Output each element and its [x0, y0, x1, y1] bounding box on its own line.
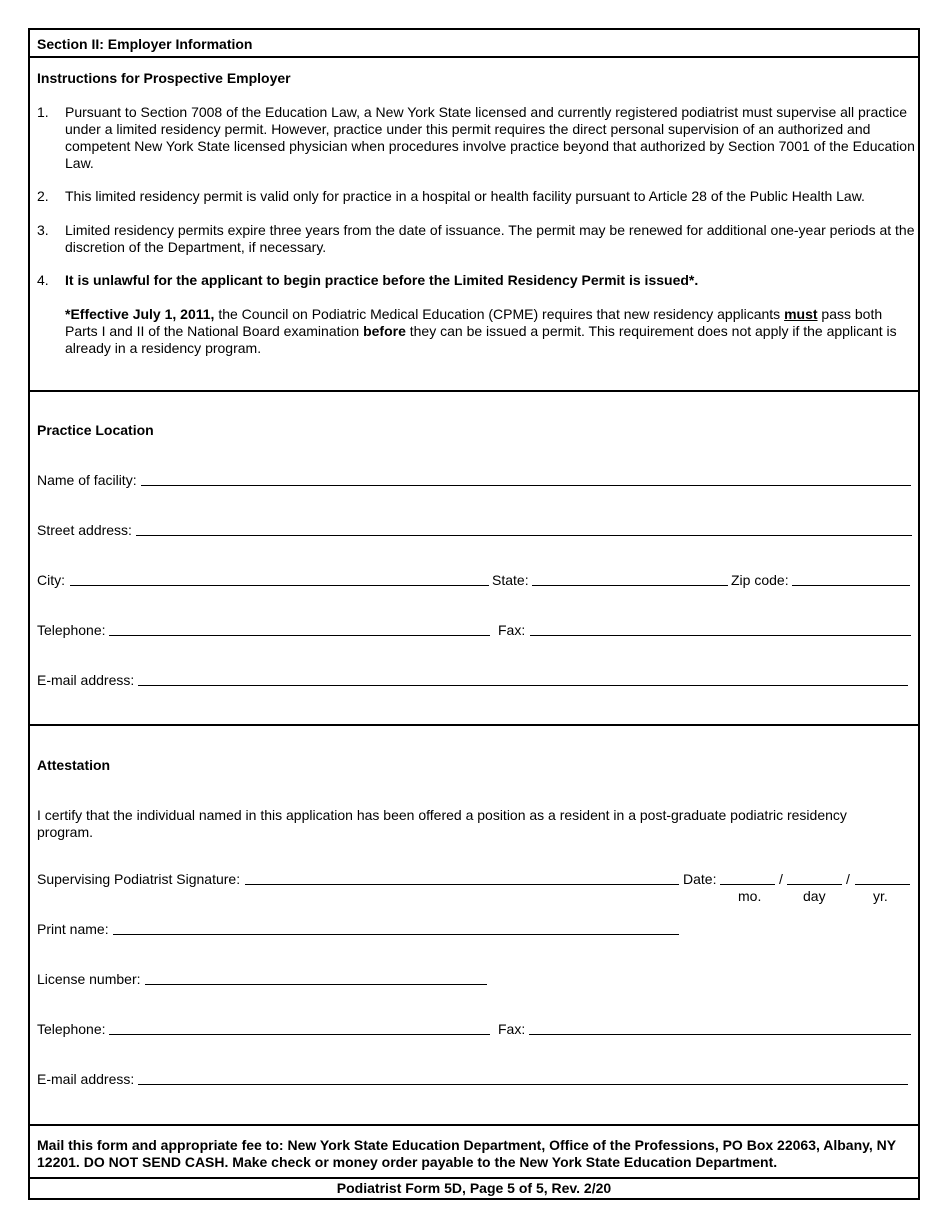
email-field[interactable]: [138, 685, 908, 686]
zip-label: Zip code:: [731, 572, 789, 588]
instruction-item-warning: It is unlawful for the applicant to begin practice before the Limited Residency Permit is issued*.: [65, 272, 699, 288]
fax-label: Fax:: [498, 622, 526, 638]
date-month-caption: mo.: [738, 888, 762, 904]
date-separator: /: [779, 871, 783, 887]
form-footer: Podiatrist Form 5D, Page 5 of 5, Rev. 2/20: [336, 1180, 612, 1196]
instruction-item: Limited residency permits expire three years from the date of issuance. The permit may be renewed for additional one-year periods at the discretion of the Department, if necessary.: [65, 222, 915, 255]
instruction-number: 2.: [37, 188, 49, 204]
attest-fax-label: Fax:: [498, 1021, 526, 1037]
facility-label: Name of facility:: [37, 472, 137, 488]
instruction-item: This limited residency permit is valid only for practice in a hospital or health facility pursuant to Article 28 of the Public Health Law.: [65, 188, 865, 204]
attest-telephone-label: Telephone:: [37, 1021, 106, 1037]
state-label: State:: [492, 572, 529, 588]
attestation-statement: I certify that the individual named in this application has been offered a position as a resident in a post-graduate podiatric residency program.: [37, 807, 847, 840]
attest-email-label: E-mail address:: [37, 1071, 135, 1087]
date-year-field[interactable]: [855, 884, 910, 885]
signature-label: Supervising Podiatrist Signature:: [37, 871, 241, 887]
email-label: E-mail address:: [37, 672, 135, 688]
telephone-field[interactable]: [109, 635, 490, 636]
note-before: before: [363, 323, 406, 339]
divider: [30, 1124, 918, 1126]
attest-telephone-field[interactable]: [109, 1034, 490, 1035]
attestation-title: Attestation: [37, 757, 111, 773]
date-month-field[interactable]: [720, 884, 775, 885]
divider: [30, 1177, 918, 1179]
instructions-title: Instructions for Prospective Employer: [37, 70, 291, 86]
facility-field[interactable]: [141, 485, 911, 486]
date-day-caption: day: [803, 888, 826, 904]
note-must: must: [784, 306, 818, 322]
fax-field[interactable]: [530, 635, 911, 636]
instruction-number: 3.: [37, 222, 49, 238]
city-field[interactable]: [70, 585, 489, 586]
signature-field[interactable]: [245, 884, 679, 885]
date-year-caption: yr.: [873, 888, 888, 904]
city-label: City:: [37, 572, 65, 588]
cpme-note: [65, 306, 915, 357]
section-header: Section II: Employer Information: [37, 36, 253, 52]
date-label: Date:: [683, 871, 717, 887]
print-name-field[interactable]: [113, 934, 679, 935]
mail-instructions: Mail this form and appropriate fee to: New York State Education Department, Office of the Professions, PO Box 22063, Albany, NY 12201. DO NOT SEND CASH. Make check or money order payable to the New York State Education Department.: [37, 1137, 896, 1170]
divider: [30, 390, 918, 392]
date-separator: /: [846, 871, 850, 887]
license-field[interactable]: [145, 984, 487, 985]
street-field[interactable]: [136, 535, 912, 536]
note-text: pass both Parts I and II of the National Board examination: [65, 306, 883, 339]
note-lead: *Effective July 1, 2011,: [65, 306, 215, 322]
zip-field[interactable]: [792, 585, 910, 586]
divider: [30, 56, 918, 58]
print-name-label: Print name:: [37, 921, 109, 937]
form-frame: [28, 28, 920, 1200]
state-field[interactable]: [532, 585, 728, 586]
attest-email-field[interactable]: [138, 1084, 908, 1085]
telephone-label: Telephone:: [37, 622, 106, 638]
license-label: License number:: [37, 971, 141, 987]
note-text: the Council on Podiatric Medical Education (CPME) requires that new residency applicants: [214, 306, 785, 322]
note-text: they can be issued a permit. This requirement does not apply if the applicant is already in a residency program.: [65, 323, 897, 356]
instruction-number: 1.: [37, 104, 49, 120]
instruction-item: Pursuant to Section 7008 of the Education Law, a New York State licensed and currently registered podiatrist must supervise all practice under a limited residency permit. However, practice under this permit requires the direct personal supervision of an authorized and competent New York State licensed physician when procedures involve practice beyond that authorized by Section 7001 of the Education Law.: [65, 104, 915, 171]
street-label: Street address:: [37, 522, 132, 538]
divider: [30, 724, 918, 726]
date-day-field[interactable]: [787, 884, 842, 885]
attest-fax-field[interactable]: [529, 1034, 911, 1035]
instruction-number: 4.: [37, 272, 49, 288]
practice-location-title: Practice Location: [37, 422, 154, 438]
